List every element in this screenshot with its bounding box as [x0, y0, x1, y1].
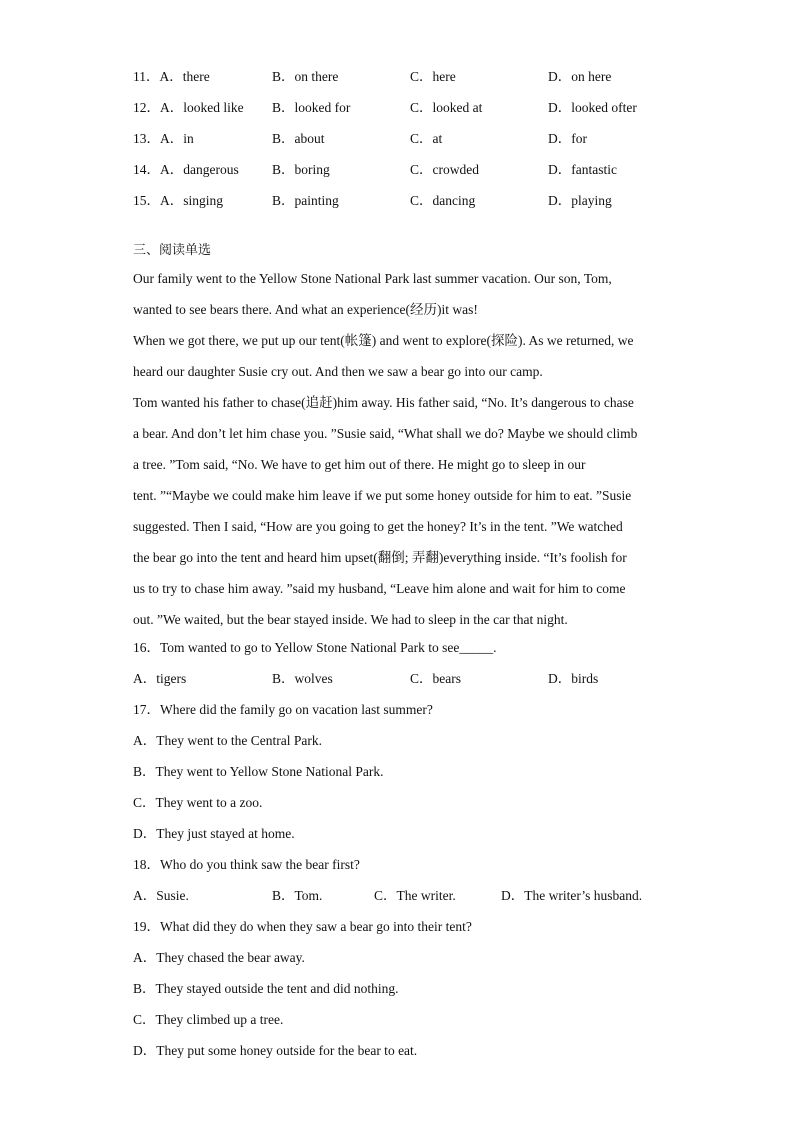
option-b: B．looked for	[272, 100, 351, 115]
option-d: D．on here	[548, 69, 612, 84]
question-12-options	[133, 95, 663, 126]
option-c: C．looked at	[410, 100, 483, 115]
question-number: 15．	[133, 193, 160, 208]
option-a: A．They went to the Central Park.	[133, 733, 322, 748]
option-a: A．in	[160, 131, 194, 146]
option-c: C．The writer.	[374, 888, 456, 903]
option-a: A．They chased the bear away.	[133, 950, 305, 965]
passage-line: Our family went to the Yellow Stone National Park last summer vacation. Our son, Tom,	[133, 271, 612, 286]
question-stem: 16．Tom wanted to go to Yellow Stone National Park to see_____.	[133, 640, 497, 655]
option-d: D．for	[548, 131, 587, 146]
question-number: 14．	[133, 162, 160, 177]
option-b: B．painting	[272, 193, 339, 208]
option-a: A．tigers	[133, 671, 187, 686]
option-a: A．looked like	[160, 100, 244, 115]
option-d: D．birds	[548, 671, 599, 686]
section-title: 三、阅读单选	[133, 243, 212, 258]
option-a: A．there	[159, 69, 210, 84]
option-c: C．at	[410, 131, 443, 146]
option-c: C．here	[410, 69, 456, 84]
option-c: C．They climbed up a tree.	[133, 1012, 284, 1027]
question-18-options	[133, 883, 663, 914]
document-content	[133, 64, 663, 1069]
question-19	[133, 914, 663, 1069]
option-a: A．Susie.	[133, 888, 189, 903]
option-d: D．They put some honey outside for the bear to eat.	[133, 1043, 418, 1058]
option-d: D．playing	[548, 193, 612, 208]
question-17	[133, 697, 663, 852]
option-c: C．bears	[410, 671, 461, 686]
question-18	[133, 852, 663, 914]
question-stem: 17．Where did the family go on vacation last summer?	[133, 702, 433, 717]
option-d: D．fantastic	[548, 162, 617, 177]
passage-line: out. ”We waited, but the bear stayed inside. We had to sleep in the car that night.	[133, 612, 568, 627]
option-b: B．on there	[272, 69, 339, 84]
passage-line: suggested. Then I said, “How are you going to get the honey? It’s in the tent. ”We watched	[133, 519, 623, 534]
passage-line: a bear. And don’t let him chase you. ”Susie said, “What shall we do? Maybe we should climb	[133, 426, 638, 441]
question-11-options	[133, 64, 663, 95]
option-b: B．They stayed outside the tent and did nothing.	[133, 981, 399, 996]
question-16	[133, 635, 663, 697]
option-b: B．They went to Yellow Stone National Park.	[133, 764, 384, 779]
option-d: D．looked ofter	[548, 100, 637, 115]
option-d: D．They just stayed at home.	[133, 826, 295, 841]
question-15-options	[133, 188, 663, 219]
passage-line: Tom wanted his father to chase(追赶)him away. His father said, “No. It’s dangerous to chase	[133, 395, 634, 410]
option-b: B．about	[272, 131, 325, 146]
passage-line: When we got there, we put up our tent(帐篷) and went to explore(探险). As we returned, we	[133, 333, 634, 348]
question-number: 11．	[133, 69, 160, 84]
question-number: 13．	[133, 131, 160, 146]
question-stem: 19．What did they do when they saw a bear go into their tent?	[133, 919, 472, 934]
passage-line: heard our daughter Susie cry out. And then we saw a bear go into our camp.	[133, 364, 543, 379]
option-b: B．wolves	[272, 671, 333, 686]
passage-line: wanted to see bears there. And what an experience(经历)it was!	[133, 302, 478, 317]
question-13-options	[133, 126, 663, 157]
passage-line: the bear go into the tent and heard him upset(翻倒; 弄翻)everything inside. “It’s foolish for	[133, 550, 627, 565]
reading-passage	[133, 263, 663, 635]
question-stem: 18．Who do you think saw the bear first?	[133, 857, 360, 872]
question-14-options	[133, 157, 663, 188]
option-a: A．singing	[160, 193, 224, 208]
option-c: C．crowded	[410, 162, 479, 177]
passage-line: a tree. ”Tom said, “No. We have to get him out of there. He might go to sleep in our	[133, 457, 586, 472]
cloze-options	[133, 64, 663, 219]
option-d: D．The writer’s husband.	[501, 888, 643, 903]
option-b: B．boring	[272, 162, 330, 177]
option-c: C．dancing	[410, 193, 476, 208]
passage-line: us to try to chase him away. ”said my husband, “Leave him alone and wait for him to come	[133, 581, 626, 596]
question-number: 12．	[133, 100, 160, 115]
passage-line: tent. ”“Maybe we could make him leave if we put some honey outside for him to eat. ”Susie	[133, 488, 632, 503]
option-b: B．Tom.	[272, 888, 323, 903]
option-a: A．dangerous	[160, 162, 239, 177]
option-c: C．They went to a zoo.	[133, 795, 263, 810]
question-16-options	[133, 666, 663, 697]
